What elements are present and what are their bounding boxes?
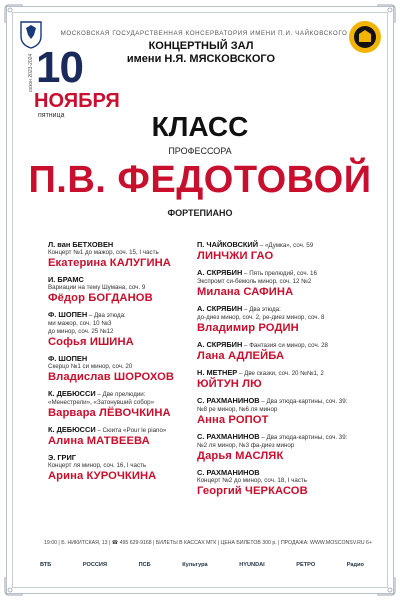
- hall-line-1: КОНЦЕРТНЫЙ ЗАЛ: [148, 40, 254, 52]
- composer-line: [48, 354, 203, 363]
- performer-name: Владислав ШОРОХОВ: [48, 371, 175, 383]
- sponsor-logo: ПСБ: [138, 562, 151, 568]
- conservatory-name: МОСКОВСКАЯ ГОСУДАРСТВЕННАЯ КОНСЕРВАТОРИЯ ИМЕНИ П.И. ЧАЙКОВСКОГО: [60, 30, 348, 37]
- festival-logo-icon: [348, 20, 382, 54]
- work-inline: – Две сказки, соч. 20 №№1, 2: [237, 370, 324, 377]
- composer-line: [197, 340, 352, 350]
- performer-name: Владимир РОДИН: [197, 322, 299, 334]
- program-item: [48, 453, 203, 483]
- program-item: [197, 468, 352, 498]
- performer-name: Лана АДЛЕЙБА: [197, 350, 285, 362]
- sponsor-logo: РЕТРО: [296, 562, 316, 568]
- composer-name: К. ДЕБЮССИ: [48, 425, 96, 434]
- corner-ornament-icon: [375, 575, 397, 597]
- work-inline: – Два этюда:: [242, 306, 281, 313]
- performer-name: Дарья МАСЛЯК: [197, 450, 284, 462]
- performer-name: Георгий ЧЕРКАСОВ: [197, 485, 308, 497]
- program-left-column: [48, 240, 203, 488]
- work-inline: – Пять прелюдий, соч. 16: [242, 270, 317, 277]
- composer-line: [197, 396, 352, 406]
- program-item: [48, 310, 203, 349]
- title-klass: КЛАСС: [151, 111, 249, 142]
- composer-line: [48, 453, 203, 462]
- program-item: [197, 340, 352, 363]
- date-day: 10: [36, 43, 83, 92]
- instrument: ФОРТЕПИАНО: [167, 208, 233, 218]
- composer-line: [48, 310, 203, 320]
- season-label: сезон 2023-2024: [28, 53, 34, 92]
- work-inline: – Две прелюдии:: [95, 391, 146, 398]
- program-item: [197, 268, 352, 299]
- sponsor-logo: HYUNDAI: [239, 562, 265, 568]
- composer-line: [48, 425, 203, 435]
- performer-name: ЮЙТУН ЛЮ: [197, 378, 262, 390]
- composer-line: [197, 240, 352, 250]
- performer-name: Арина КУРОЧКИНА: [48, 470, 157, 482]
- work-title: до минор, соч. 25 №12: [48, 328, 114, 335]
- composer-line: [197, 268, 352, 278]
- composer-line: [48, 275, 203, 284]
- work-title: Концерт ля минор, соч. 16, I часть: [48, 462, 147, 469]
- work-inline: – Сюита «Pour le piano»: [95, 427, 167, 434]
- hall-line-2: имени Н.Я. МЯСКОВСКОГО: [126, 53, 276, 65]
- composer-line: [197, 304, 352, 314]
- program-right-column: [197, 240, 352, 503]
- composer-name: Э. ГРИГ: [48, 453, 76, 462]
- work-title: Концерт №2 до минор, соч. 18, I часть: [197, 477, 307, 484]
- title-professor: ПРОФЕССОРА: [168, 146, 232, 156]
- performer-name: Софья ИШИНА: [48, 336, 134, 348]
- date-weekday: пятница: [38, 112, 65, 119]
- work-inline: – Фантазия си минор, соч. 28: [242, 342, 328, 349]
- work-title: «Менестрели», «Затонувший собор»: [48, 399, 155, 406]
- work-title: Вариации на тему Шумана, соч. 9: [48, 284, 146, 291]
- composer-line: [197, 468, 352, 477]
- composer-name: А. СКРЯБИН: [197, 268, 243, 277]
- composer-line: [48, 240, 203, 249]
- sponsor-logo: Культура: [182, 562, 208, 568]
- work-title: до-диез минор, соч. 2, ре-диез минор, соч. 8: [197, 314, 325, 321]
- composer-line: [48, 389, 203, 399]
- program-item: [197, 304, 352, 335]
- composer-name: А. СКРЯБИН: [197, 340, 243, 349]
- work-title: Концерт №1 до мажор, соч. 15, I часть: [48, 249, 159, 256]
- corner-ornament-icon: [3, 575, 25, 597]
- concert-hall: [96, 40, 306, 66]
- work-inline: – «Думка», соч. 59: [258, 242, 314, 249]
- composer-name: И. БРАМС: [48, 275, 84, 284]
- work-inline: – Два этюда-картины, соч. 39:: [259, 434, 348, 441]
- performer-name: Екатерина КАЛУГИНА: [48, 257, 171, 269]
- ticket-info: 19:00 | Б. НИКИТСКАЯ, 13 | ☎ 495 629-9168 | БИЛЕТЫ В КАССАХ МГК | ЦЕНА БИЛЕТОВ 300 р. | ПРОДАЖА: WWW.MOSCONSV.RU 6+: [44, 540, 372, 546]
- work-title: №2 ля минор, №3 фа-диез минор: [197, 442, 295, 449]
- work-title: ми мажор, соч. 10 №3: [48, 320, 112, 327]
- program-item: [48, 354, 203, 384]
- performer-name: Фёдор БОГДАНОВ: [48, 292, 153, 304]
- program-item: [197, 432, 352, 463]
- program-item: [197, 240, 352, 263]
- program-item: [197, 396, 352, 427]
- work-title: Скерцо №1 си минор, соч. 20: [48, 363, 133, 370]
- performer-name: ЛИНЧЖИ ГАО: [197, 250, 274, 262]
- date-month: НОЯБРЯ: [34, 90, 120, 112]
- composer-name: С. РАХМАНИНОВ: [197, 468, 260, 477]
- composer-line: [197, 368, 352, 378]
- work-title: №8 ре минор, №6 ля минор: [197, 406, 278, 413]
- sponsor-logo: РОССИЯ: [82, 562, 107, 568]
- program-item: [48, 389, 203, 420]
- performer-name: Милана САФИНА: [197, 286, 294, 298]
- performer-name: Алина МАТВЕЕВА: [48, 435, 150, 447]
- performer-name: Анна РОПОТ: [197, 414, 269, 426]
- composer-name: С. РАХМАНИНОВ: [197, 396, 260, 405]
- work-inline: – Два этюда:: [87, 312, 126, 319]
- composer-name: Л. ван БЕТХОВЕН: [48, 240, 114, 249]
- program-item: [48, 240, 203, 270]
- composer-name: Ф. ШОПЕН: [48, 310, 88, 319]
- composer-name: П. ЧАЙКОВСКИЙ: [197, 240, 259, 249]
- program-item: [48, 275, 203, 305]
- sponsor-logo: ВТБ: [40, 562, 52, 568]
- composer-line: [197, 432, 352, 442]
- program-item: [197, 368, 352, 391]
- sponsor-logo: Радио: [346, 562, 364, 568]
- sponsor-bar: [40, 558, 364, 572]
- composer-name: Ф. ШОПЕН: [48, 354, 88, 363]
- work-inline: – Два этюда-картины, соч. 39:: [259, 398, 348, 405]
- program-item: [48, 425, 203, 448]
- professor-name: П.В. ФЕДОТОВОЙ: [28, 159, 372, 201]
- composer-name: А. СКРЯБИН: [197, 304, 243, 313]
- composer-name: Н. МЕТНЕР: [197, 368, 238, 377]
- performer-name: Варвара ЛЁВОЧКИНА: [48, 407, 171, 419]
- composer-name: С. РАХМАНИНОВ: [197, 432, 260, 441]
- work-title: Экспромт си-бемоль минор, соч. 12 №2: [197, 278, 312, 285]
- composer-name: К. ДЕБЮССИ: [48, 389, 96, 398]
